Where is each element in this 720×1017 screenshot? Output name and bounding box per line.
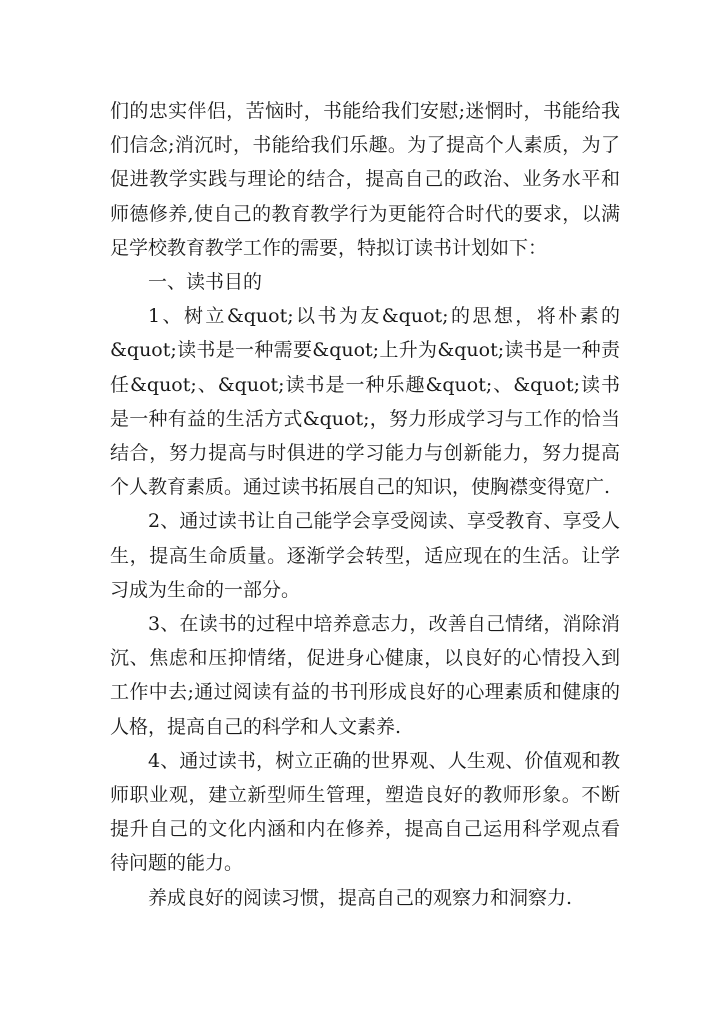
document-body — [110, 94, 620, 915]
paragraph-closing: 养成良好的阅读习惯，提高自己的观察力和洞察力. — [148, 886, 573, 909]
paragraph-goal-2: 2、通过读书让自己能学会享受阅读、享受教育、享受人生，提高生命质量。逐渐学会转型，适应现在的生活。让学习成为生命的一部分。 — [110, 510, 620, 601]
paragraph-goal-4: 4、通过读书，树立正确的世界观、人生观、价值观和教师职业观，建立新型师生管理，塑造良好的教师形象。不断提升自己的文化内涵和内在修养，提高自己运用科学观点看待问题的能力。 — [110, 749, 620, 875]
paragraph-intro-continuation: 们的忠实伴侣，苦恼时，书能给我们安慰;迷惘时，书能给我们信念;消沉时，书能给我们乐趣。为了提高个人素质，为了促进教学实践与理论的结合，提高自己的政治、业务水平和师德修养,使自己的教育教学行为更能符合时代的要求，以满足学校教育教学工作的需要，特拟订读书计划如下： — [110, 100, 620, 259]
section-heading-reading-goals: 一、读书目的 — [148, 271, 263, 294]
paragraph-goal-3: 3、在读书的过程中培养意志力，改善自己情绪，消除消沉、焦虑和压抑情绪，促进身心健康，以良好的心情投入到工作中去;通过阅读有益的书刊形成良好的心理素质和健康的人格，提高自己的科学和人文素养. — [110, 613, 620, 738]
paragraph-goal-1: 1、树立&quot;以书为友&quot;的思想，将朴素的&quot;读书是一种需要&quot;上升为&quot;读书是一种责任&quot;、&quot;读书是一种乐趣&quot;、&quot;读书是一种有益的生活方式&quot;，努力形成学习与工作的恰当结合，努力提高与时俱进的学习能力与创新能力，努力提高个人教育素质。通过读书拓展自己的知识，使胸襟变得宽广. — [110, 305, 620, 499]
